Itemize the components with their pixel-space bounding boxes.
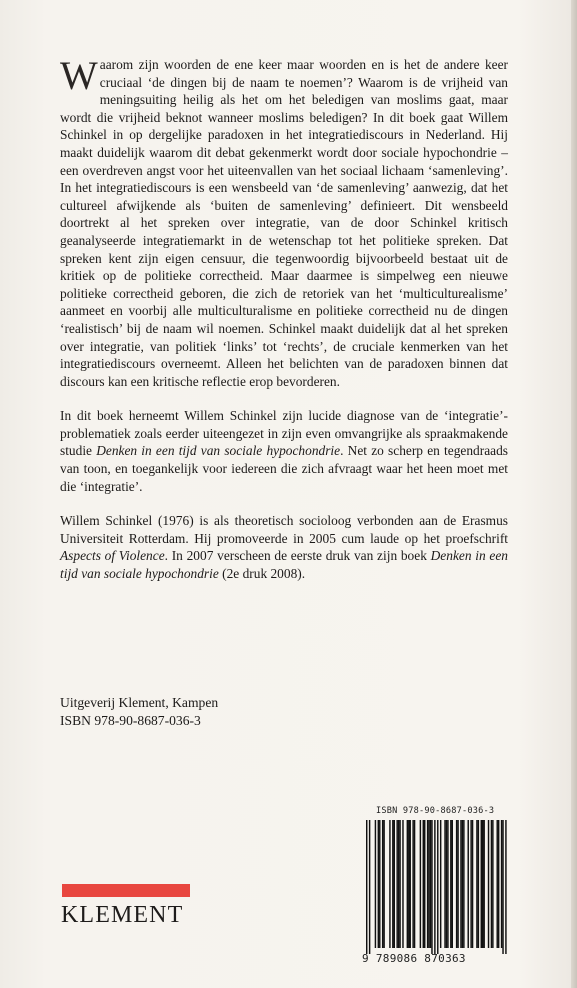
barcode-isbn-label: ISBN 978-90-8687-036-3 xyxy=(376,806,495,816)
blurb-paragraph-1 xyxy=(60,53,508,390)
publisher-info xyxy=(60,694,360,730)
book-title-reference: Denken in een tijd van sociale hypochondrie xyxy=(96,443,341,459)
publisher-isbn: ISBN 978-90-8687-036-3 xyxy=(60,713,201,728)
publisher-logo xyxy=(61,884,191,934)
logo-red-bar xyxy=(62,884,190,897)
barcode-bars xyxy=(362,820,508,954)
blurb-paragraph-2-text-b: . Net zo scherp en tegendraads van toon, en toegankelijk voor iedereen die zich afvraagt waar het heen moet met die ‘integratie’. xyxy=(60,443,508,494)
barcode-digits: 9 789086 870363 xyxy=(362,952,466,965)
author-bio xyxy=(60,512,508,582)
book-title-reference-2: Denken in een tijd van sociale hypochondrie xyxy=(60,548,508,582)
logo-text: KLEMENT xyxy=(61,902,184,928)
dissertation-title: Aspects of Violence xyxy=(60,548,165,564)
barcode xyxy=(362,806,508,966)
blurb-paragraph-1-text: aarom zijn woorden de ene keer maar woorden en is het de andere keer cruciaal ‘de dingen bij de naam te noemen’? Waarom is de vrijheid van meningsuiting heilig als het om het beledigen van moslims gaat, maar wordt die vrijheid beknot wanneer moslims beledigen? In dit boek gaat Willem Schinkel in op dergelijke paradoxen in het integratiediscours in Nederland. Hij maakt duidelijk waarom dit debat gekenmerkt wordt door sociale hypochondrie – een overdreven angst voor het uiteenvallen van het sociaal lichaam ‘samenleving’. In het integratiediscours is een wensbeeld van ‘de samenleving’ aanwezig, dat het cultureel afwijkende als ‘buiten de samenleving’ definieert. Dit wensbeeld doortrekt al het spreken over integratie, van de door Schinkel kritisch geanalyseerde integratiemarkt in de wetenschap tot het politieke spreken. Dat spreken kent zijn eigen censuur, die tegenwoordig bijvoorbeeld bestaat uit de kritiek op de politieke correctheid. Maar daarmee is simpelweg een nieuwe politieke correctheid geboren, die zich de retoriek van het ‘multiculturealisme’ aanmeet en voorbij alle multiculturalisme en politieke correctheid nu de dingen ‘realistisch’ bij de naam wil noemen. Schinkel maakt duidelijk dat al het spreken over integratie, van politiek ‘links’ tot ‘rechts’, de cruciale kenmerken van het integratiediscours overneemt. Alleen het belichten van de paradoxen binnen dat discours kan een kritische reflectie erop bevorderen. xyxy=(60,57,508,389)
drop-cap: W xyxy=(60,53,98,98)
author-bio-text-b: . In 2007 verscheen de eerste druk van zijn boek xyxy=(164,548,431,564)
cover-edge xyxy=(571,0,577,988)
blurb-paragraph-2 xyxy=(60,407,508,495)
author-bio-text-a: Willem Schinkel (1976) is als theoretisch socioloog verbonden aan de Erasmus Universiteit Rotterdam. Hij promoveerde in 2005 cum laude op het proefschrift xyxy=(60,513,508,546)
author-bio-text-c: (2e druk 2008). xyxy=(218,566,306,582)
blurb xyxy=(60,53,508,600)
blurb-paragraph-2-text-a: In dit boek herneemt Willem Schinkel zijn lucide diagnose van de ‘integratie’-problematiek zoals eerder uiteengezet in zijn even omvangrijke als spraakmakende studie xyxy=(60,408,508,459)
publisher-name: Uitgeverij Klement, Kampen xyxy=(60,695,219,710)
